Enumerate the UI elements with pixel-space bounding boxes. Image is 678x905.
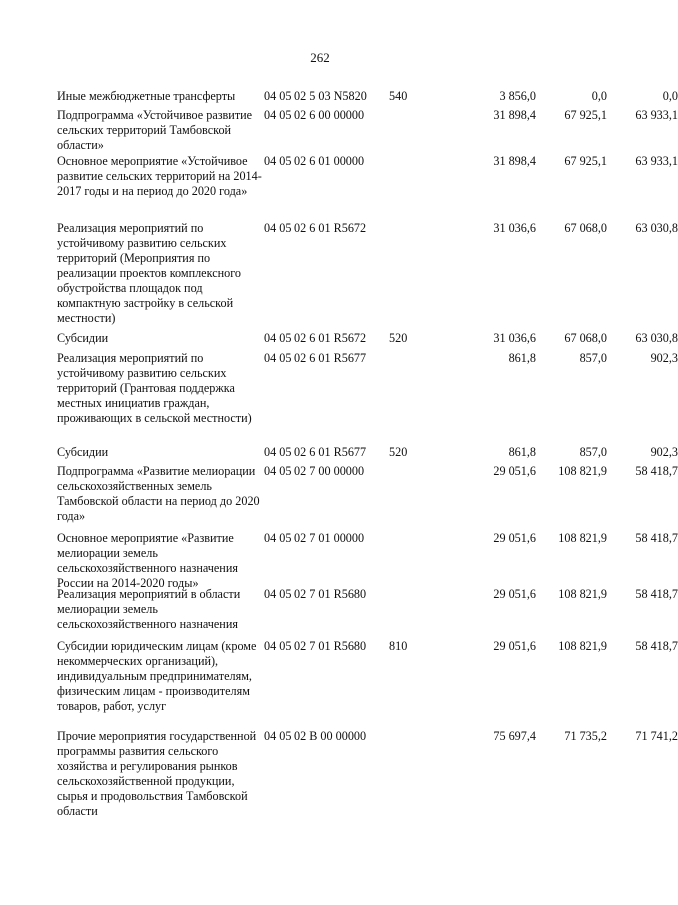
amount-year-2: 108 821,9 [558,587,607,601]
target-article-code: 02 6 01 R5672 [294,331,367,345]
row-name: Подпрограмма «Развитие мелиорации сельскохозяйственных земель Тамбовской области на период до 2020 года» [57,464,260,523]
amount-year-1: 31 036,6 [493,331,536,345]
table-row [57,639,678,714]
amount-year-3: 58 418,7 [635,531,678,545]
amount-year-3: 0,0 [662,89,678,103]
row-name: Реализация мероприятий по устойчивому развитию сельских территорий (Мероприятия по реализации проектов комплексного обустройства площадок под компактную застройку в сельской местности) [57,221,242,325]
section-code: 04 05 [264,89,292,103]
table-row [57,464,678,524]
amount-year-3: 71 741,2 [635,729,678,743]
table-row [57,221,678,326]
amount-year-3: 58 418,7 [635,639,678,653]
amount-year-1: 861,8 [508,351,536,365]
table-row [57,445,678,460]
amount-year-1: 31 036,6 [493,221,536,235]
amount-year-2: 108 821,9 [558,531,607,545]
row-name: Субсидии [57,445,109,459]
amount-year-1: 75 697,4 [493,729,536,743]
amount-year-2: 71 735,2 [564,729,607,743]
table-row [57,587,678,632]
amount-year-3: 63 933,1 [635,108,678,122]
expense-type-code: 810 [389,639,408,653]
amount-year-3: 902,3 [650,445,678,459]
amount-year-1: 861,8 [508,445,536,459]
table-row [57,331,678,346]
amount-year-1: 29 051,6 [493,531,536,545]
expense-type-code: 520 [389,445,408,459]
section-code: 04 05 [264,587,292,601]
amount-year-1: 29 051,6 [493,639,536,653]
amount-year-2: 67 068,0 [564,331,607,345]
amount-year-2: 67 068,0 [564,221,607,235]
target-article-code: 02 6 01 R5677 [294,445,367,459]
table-row [57,108,678,153]
table-row [57,89,678,104]
target-article-code: 02 5 03 N5820 [294,89,367,103]
expense-type-code: 540 [389,89,408,103]
section-code: 04 05 [264,351,292,365]
amount-year-2: 0,0 [591,89,607,103]
amount-year-2: 108 821,9 [558,639,607,653]
amount-year-3: 63 030,8 [635,331,678,345]
section-code: 04 05 [264,729,292,743]
amount-year-2: 67 925,1 [564,108,607,122]
section-code: 04 05 [264,531,292,545]
row-name: Основное мероприятие «Устойчивое развитие сельских территорий на 2014-2017 годы и на период до 2020 года» [57,154,262,198]
target-article-code: 02 6 01 00000 [294,154,365,168]
amount-year-3: 58 418,7 [635,587,678,601]
page-number: 262 [310,50,330,65]
target-article-code: 02 7 01 R5680 [294,587,367,601]
section-code: 04 05 [264,464,292,478]
row-name: Подпрограмма «Устойчивое развитие сельских территорий Тамбовской области» [57,108,253,152]
row-name: Субсидии [57,331,109,345]
amount-year-2: 108 821,9 [558,464,607,478]
table-row [57,154,678,199]
amount-year-2: 857,0 [579,445,607,459]
amount-year-1: 29 051,6 [493,464,536,478]
amount-year-2: 67 925,1 [564,154,607,168]
target-article-code: 02 В 00 00000 [294,729,367,743]
section-code: 04 05 [264,108,292,122]
table-row [57,729,678,819]
amount-year-1: 31 898,4 [493,108,536,122]
row-name: Субсидии юридическим лицам (кроме некоммерческих организаций), индивидуальным предпринимателям, физическим лицам - производителям товаров, работ, услуг [57,639,257,713]
amount-year-1: 3 856,0 [499,89,536,103]
target-article-code: 02 6 01 R5672 [294,221,367,235]
row-name: Иные межбюджетные трансферты [57,89,236,103]
amount-year-3: 63 030,8 [635,221,678,235]
row-name: Прочие мероприятия государственной программы развития сельского хозяйства и регулирования рынков сельскохозяйственной продукции, сырья и продовольствия Тамбовской области [57,729,257,818]
section-code: 04 05 [264,331,292,345]
amount-year-1: 29 051,6 [493,587,536,601]
amount-year-3: 902,3 [650,351,678,365]
section-code: 04 05 [264,154,292,168]
section-code: 04 05 [264,639,292,653]
row-name: Основное мероприятие «Развитие мелиорации земель сельскохозяйственного назначения России на 2014-2020 годы» [57,531,238,590]
amount-year-3: 58 418,7 [635,464,678,478]
section-code: 04 05 [264,221,292,235]
table-row [57,351,678,426]
expense-type-code: 520 [389,331,408,345]
row-name: Реализация мероприятий по устойчивому развитию сельских территорий (Грантовая поддержка местных инициатив граждан, проживающих в сельской местности) [57,351,252,425]
target-article-code: 02 6 01 R5677 [294,351,367,365]
target-article-code: 02 7 01 R5680 [294,639,367,653]
target-article-code: 02 7 00 00000 [294,464,365,478]
row-name: Реализация мероприятий в области мелиорации земель сельскохозяйственного назначения [57,587,241,631]
amount-year-2: 857,0 [579,351,607,365]
table-row [57,531,678,591]
amount-year-1: 31 898,4 [493,154,536,168]
target-article-code: 02 7 01 00000 [294,531,365,545]
section-code: 04 05 [264,445,292,459]
amount-year-3: 63 933,1 [635,154,678,168]
target-article-code: 02 6 00 00000 [294,108,365,122]
